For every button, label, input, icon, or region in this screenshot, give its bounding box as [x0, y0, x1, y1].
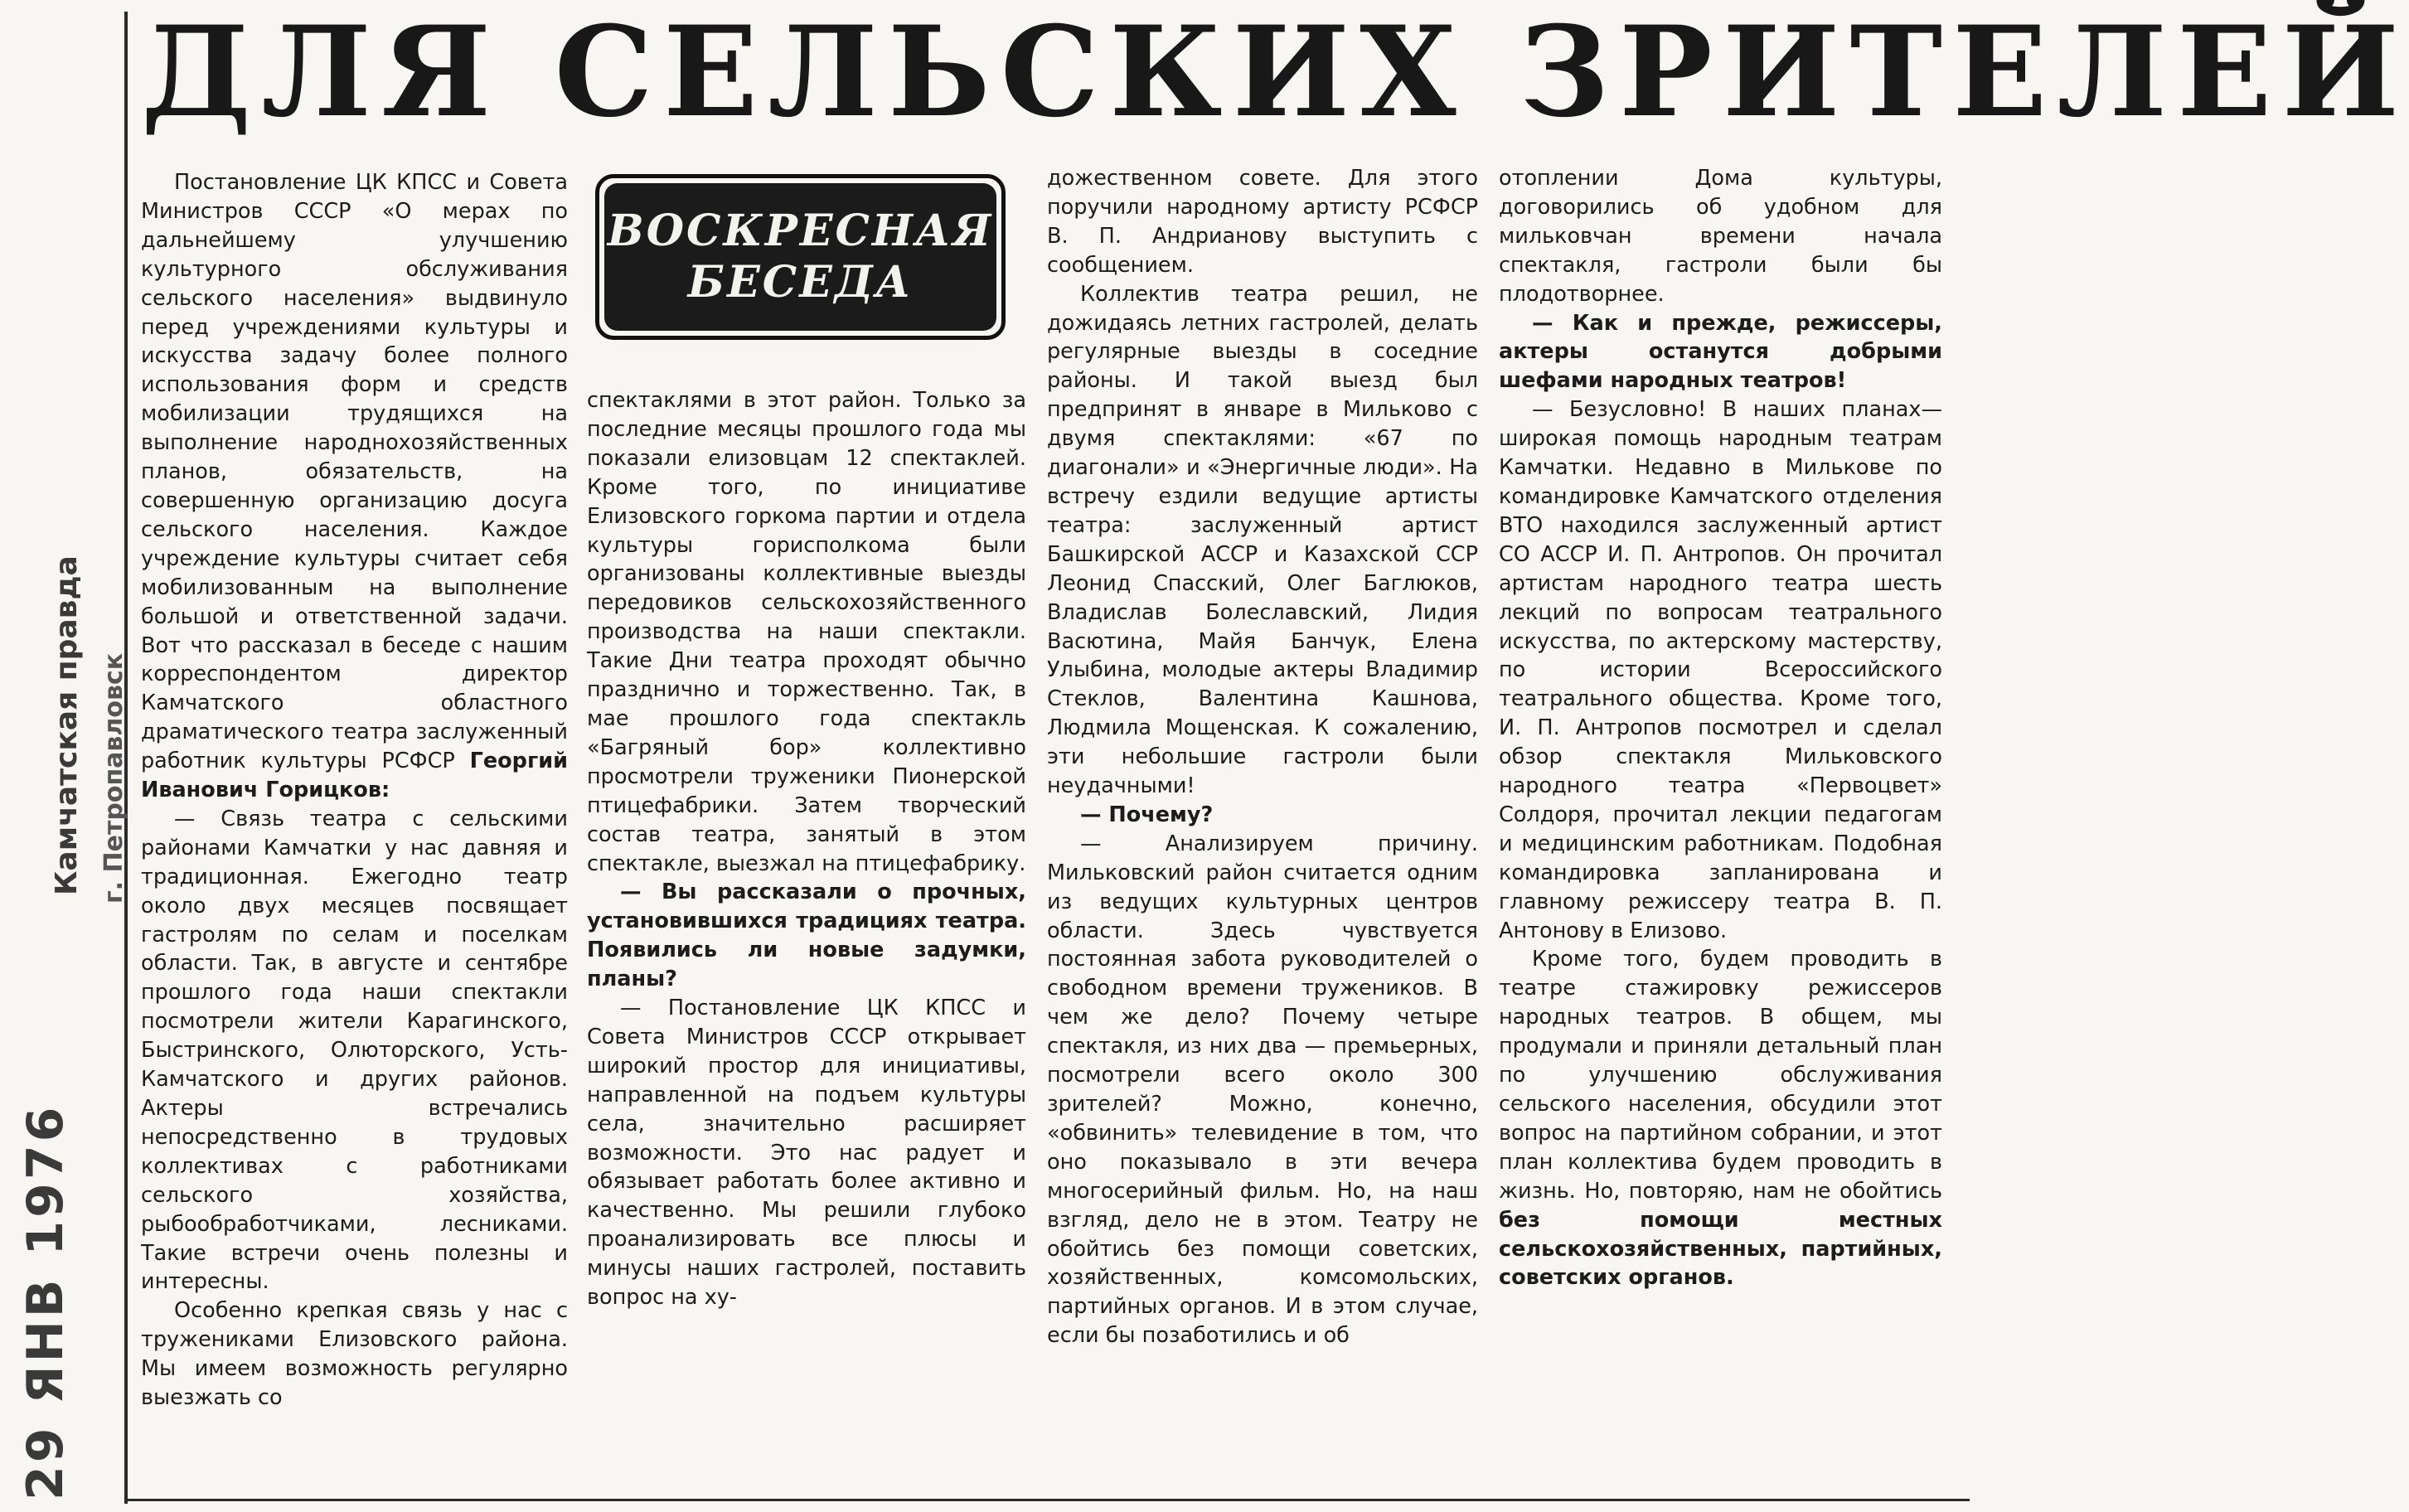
column-3-paragraph-2: Коллектив театра решил, не дожидаясь летних гастролей, делать регулярные выезды в соседние районы. И такой выезд был предпринят в январе в Мильково с двумя спектаклями: «67 по диагонали» и «Энергичные люди». На встречу ездили ведущие артисты театра: заслуженный артист Башкирской АССР и Казахской ССР Леонид Спасский, Олег Баглюков, Владислав Болеславский, Лидия Васютина, Майя Банчук, Елена Улыбина, молодые актеры Владимир Стеклов, Валентина Кашнова, Людмила Мощенская. К сожалению, эти небольшие гастроли были неудачными! — [1047, 281, 1478, 799]
newspaper-name-stamp: Камчатская правда — [50, 555, 84, 895]
column-3-paragraph-3: — Анализируем причину. Мильковский район считается одним из ведущих культурных центров области. Здесь чувствуется постоянная забота руководителей о свободном времени тружеников. В чем же дело? Почему четыре спектакля, из них два — премьерных, посмотрели всего около 300 зрителей? Можно, конечно, «обвинить» телевидение в том, что оно показывало в эти вечера многосерийный фильм. Но, на наш взгляд, дело не в этом. Театру не обойтись без помощи советских, хозяйственных, комсомольских, партийных органов. И в этом случае, если бы позаботились и об — [1047, 831, 1478, 1349]
rubric-line-2: БЕСЕДА — [687, 257, 914, 308]
article-column-2 — [587, 386, 1026, 1312]
column-1-paragraph-3: Особенно крепкая связь у нас с тружениками Елизовского района. Мы имеем возможность регулярно выезжать со — [141, 1298, 568, 1411]
column-2-paragraph-1: спектаклями в этот район. Только за последние месяцы прошлого года мы показали елизовцам 12 спектаклей. Кроме того, по инициативе Елизовского горкома партии и отдела культуры горисполкома были организованы коллективные выезды передовиков сельскохозяйственного производства на наши спектакли. Такие Дни театра проходят обычно празднично и торжественно. Так, в мае прошлого года спектакль «Багряный бор» коллективно просмотрели труженики Пионерской птицефабрики. Затем творческий состав театра, занятый в этом спектакле, выезжал на птицефабрику. — [587, 388, 1026, 876]
column-2-paragraph-2: — Постановление ЦК КПСС и Совета Министров СССР открывает широкий простор для инициативы, направленной на подъем культуры села, значительно расширяет возможности. Это нас радует и обязывает работать более активно и качественно. Мы решили глубоко проанализировать все плюсы и минусы наших гастролей, поставить вопрос на ху- — [587, 996, 1026, 1311]
column-1-paragraph-2: — Связь театра с сельскими районами Камчатки у нас давняя и традиционная. Ежегодно театр около двух месяцев посвящает гастролям по селам и поселкам области. Так, в августе и сентябре прошлого года наши спектакли посмотрели жители Карагинского, Быстринского, Олюторского, Усть-Камчатского и других районов. Актеры встречались непосредственно в трудовых коллективах с работниками сельского хозяйства, рыбообработчиками, лесниками. Такие встречи очень полезны и интересны. — [141, 806, 568, 1295]
column-1-paragraph-1 — [141, 168, 568, 805]
interviewee-name: Георгий Иванович Горицков: — [141, 749, 568, 803]
article-column-1 — [141, 168, 568, 1413]
intro-text: Постановление ЦК КПСС и Совета Министров СССР «О мерах по дальнейшему улучшению культурного обслуживания сельского населения» выдвинуло перед учреждениями культуры и искусства задачу более полного использования форм и средств мобилизации трудящихся на выполнение народнохозяйственных планов, обязательств, на совершенную организацию досуга сельского населения. Каждое учреждение культуры считает себя мобилизованным на выполнение большой и ответственной задачи. Вот что рассказал в беседе с нашим корреспондентом директор Камчатского областного драматического театра заслуженный работник культуры РСФСР — [141, 170, 568, 774]
closing-bold-text: без помощи местных сельскохозяйственных, партийных, советских органов. — [1499, 1207, 1942, 1291]
column-4-paragraph-2: — Безусловно! В наших планах—широкая помощь народным театрам Камчатки. Недавно в Милькове по командировке Камчатского отделения ВТО находился заслуженный артист СО АССР И. П. Антропов. Он прочитал артистам народного театра шесть лекций по вопросам театрального искусства, по актерскому мастерству, по истории Всероссийского театрального общества. Кроме того, И. П. Антропов посмотрел и сделал обзор спектакля Мильковского народного театра «Первоцвет» Солдоря, прочитал лекции педагогам и медицинским работникам. Подобная командировка запланирована и главному режиссеру театра В. П. Антонову в Елизово. — [1499, 397, 1942, 943]
column-3-paragraph-1: дожественном совете. Для этого поручили народному артисту РСФСР В. П. Андрианову выступить с сообщением. — [1047, 166, 1478, 278]
bottom-border-rule — [124, 1499, 1970, 1501]
article-column-4 — [1499, 164, 1942, 1292]
article-headline: ДЛЯ СЕЛЬСКИХ ЗРИТЕЛЕЙ — [141, 0, 2409, 145]
column-4-paragraph-1: отоплении Дома культуры, договорились об удобном для мильковчан времени начала спектакля, гастроли были бы плодотворнее. — [1499, 166, 1942, 307]
column-3-question-1: — Почему? — [1080, 802, 1214, 827]
rubric-line-1: ВОСКРЕСНАЯ — [607, 206, 994, 256]
closing-text: Кроме того, будем проводить в театре стажировку режиссеров народных театров. В общем, мы продумали и приняли детальный план по улучшению обслуживания сельского населения, обсудили этот вопрос на партийном собрании, и этот план коллектива будем проводить в жизнь. Но, повторяю, нам не обойтись — [1499, 947, 1942, 1204]
column-4-question-1: — Как и прежде, режиссеры, актеры останутся добрыми шефами народных театров! — [1499, 310, 1942, 394]
column-2-question-1: — Вы рассказали о прочных, установившихся традициях театра. Появились ли новые задумки, планы? — [587, 880, 1026, 992]
article-column-3 — [1047, 164, 1478, 1350]
rubric-badge-inner — [604, 183, 996, 331]
city-stamp: г. Петропавловск — [99, 652, 128, 904]
column-4-paragraph-3 — [1499, 945, 1942, 1292]
rubric-badge — [595, 174, 1006, 340]
date-stamp: 29 ЯНВ 1976 — [17, 1103, 75, 1500]
